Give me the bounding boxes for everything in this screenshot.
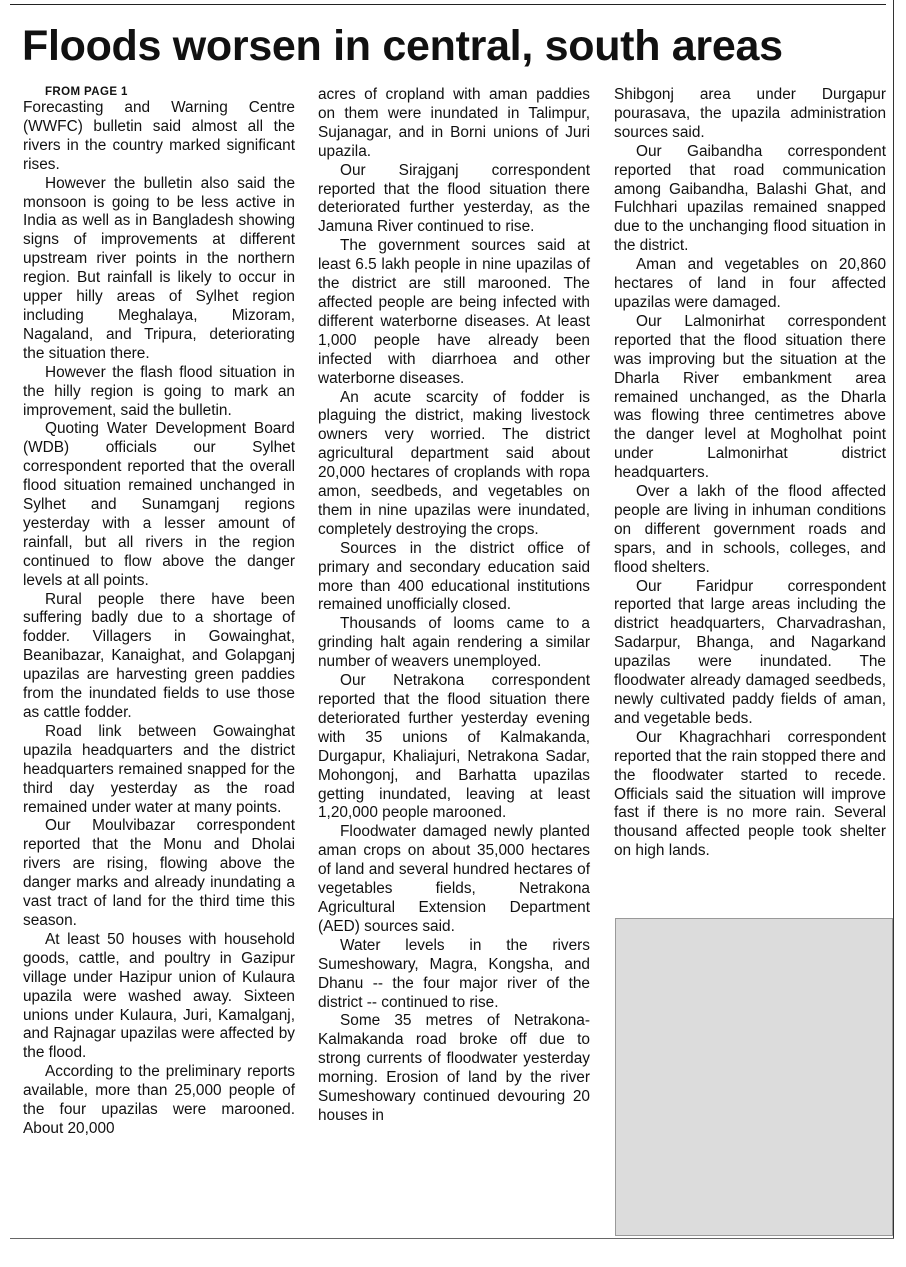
paragraph: However the bulletin also said the monsoon is going to be less active in India as well as in Bangladesh showing signs of improvements at different upstream river points in the northern region. But rainfall is likely to occur in upper hilly areas of Sylhet region including Meghalaya, Mizoram, Nagaland, and Tripura, deteriorating the situation there. [23,174,295,362]
gray-placeholder-box [615,918,893,1236]
paragraph: Some 35 metres of Netrakona-Kalmakanda road broke off due to strong currents of floodwater yesterday morning. Erosion of land by the river Sumeshowary continued devouring 20 houses in [318,1012,590,1124]
headline: Floods worsen in central, south areas [22,22,783,70]
paragraph: Floodwater damaged newly planted aman crops on about 35,000 hectares of land and several hundred hectares of vegetables fields, Netrakona Agricultural Extension Department (AED) sources said. [318,823,590,935]
top-rule [10,4,886,5]
paragraph: Our Gaibandha correspondent reported that road communication among Gaibandha, Balashi Ghat, and Fulchhari upazilas remained snapped due to the unchanging flood situation in the district. [614,142,886,255]
paragraph: Road link between Gowainghat upazila headquarters and the district headquarters remained snapped for the third day yesterday as the road remained under water at many points. [23,722,295,816]
article-column-3 [614,86,886,861]
paragraph: Our Lalmonirhat correspondent reported that the flood situation there was improving but the situation at the Dharla River embankment area remained unchanged, as the Dharla was flowing three centimetres above the danger level at Mogholhat point under Lalmonirhat district headquarters. [614,312,886,482]
paragraph: An acute scarcity of fodder is plaguing the district, making livestock owners very worried. The district agricultural department said about 20,000 hectares of croplands with ropa amon, seedbeds, and vegetables on them in nine upazilas were inundated, completely destroying the crops. [318,388,590,538]
paragraph: Forecasting and Warning Centre (WWFC) bulletin said almost all the rivers in the country marked significant rises. [23,99,295,173]
paragraph: Rural people there have been suffering badly due to a shortage of fodder. Villagers in Gowainghat, Beanibazar, Kanaighat, and Golapganj upazilas are harvesting green paddies from the inundated fields to use those as cattle fodder. [23,590,295,721]
paragraph: Water levels in the rivers Sumeshowary, Magra, Kongsha, and Dhanu -- the four major river of the district -- continued to rise. [318,936,590,1011]
dateline: FROM PAGE 1 [45,86,128,98]
article-column-1 [23,86,295,1139]
paragraph: Our Khagrachhari correspondent reported that the rain stopped there and the floodwater started to recede. Officials said the situation will improve fast if there is no more rain. Several thousand affected people took shelter on high lands. [614,728,886,860]
paragraph: However the flash flood situation in the hilly region is going to mark an improvement, said the bulletin. [23,363,295,419]
paragraph: Over a lakh of the flood affected people are living in inhuman conditions on different government roads and spars, and in schools, colleges, and flood shelters. [614,483,886,576]
paragraph: acres of cropland with aman paddies on them were inundated in Talimpur, Sujanagar, and in Borni unions of Juri upazila. [318,86,590,160]
paragraph: Thousands of looms came to a grinding halt again rendering a similar number of weavers unemployed. [318,615,590,671]
paragraph: Shibgonj area under Durgapur pourasava, the upazila administration sources said. [614,86,886,141]
paragraph: At least 50 houses with household goods, cattle, and poultry in Gazipur village under Hazipur union of Kulaura upazila were washed away. Sixteen unions under Kulaura, Juri, Kamalganj, and Rajnagar upazilas were affected by the flood. [23,930,295,1062]
paragraph: Our Netrakona correspondent reported that the flood situation there deteriorated further yesterday evening with 35 unions of Kalmakanda, Durgapur, Khaliajuri, Netrakona Sadar, Mohongonj, and Barhatta upazilas getting inundated, leaving at least 1,20,000 people marooned. [318,672,590,822]
paragraph: Our Moulvibazar correspondent reported that the Monu and Dholai rivers are rising, flowing above the danger marks and already inundating a vast tract of land for the third time this season. [23,817,295,929]
paragraph: Our Faridpur correspondent reported that large areas including the district headquarters, Charvadrashan, Sadarpur, Bhanga, and Nagarkand upazilas were inundated. The floodwater already damaged seedbeds, newly cultivated paddy fields of aman, and vegetable beds. [614,577,886,727]
paragraph: According to the preliminary reports available, more than 25,000 people of the four upazilas were marooned. About 20,000 [23,1063,295,1137]
paragraph: Sources in the district office of primary and secondary education said more than 400 educational institutions remained unofficially closed. [318,539,590,614]
article-column-2 [318,86,590,1126]
paragraph: The government sources said at least 6.5 lakh people in nine upazilas of the district are still marooned. The affected people are being infected with different waterborne diseases. At least 1,000 people have already been infected with diarrhoea and other waterborne diseases. [318,237,590,387]
paragraph: Our Sirajganj correspondent reported that the flood situation there deteriorated further yesterday, as the Jamuna River continued to rise. [318,161,590,236]
right-border-rule [893,0,894,1239]
bottom-rule [10,1238,894,1239]
paragraph: Aman and vegetables on 20,860 hectares of land in four affected upazilas were damaged. [614,256,886,311]
paragraph: Quoting Water Development Board (WDB) officials our Sylhet correspondent reported that the overall flood situation remained unchanged in Sylhet and Sunamganj regions yesterday with a lesser amount of rainfall, but all rivers in the region continued to flow above the danger levels at all points. [23,420,295,589]
